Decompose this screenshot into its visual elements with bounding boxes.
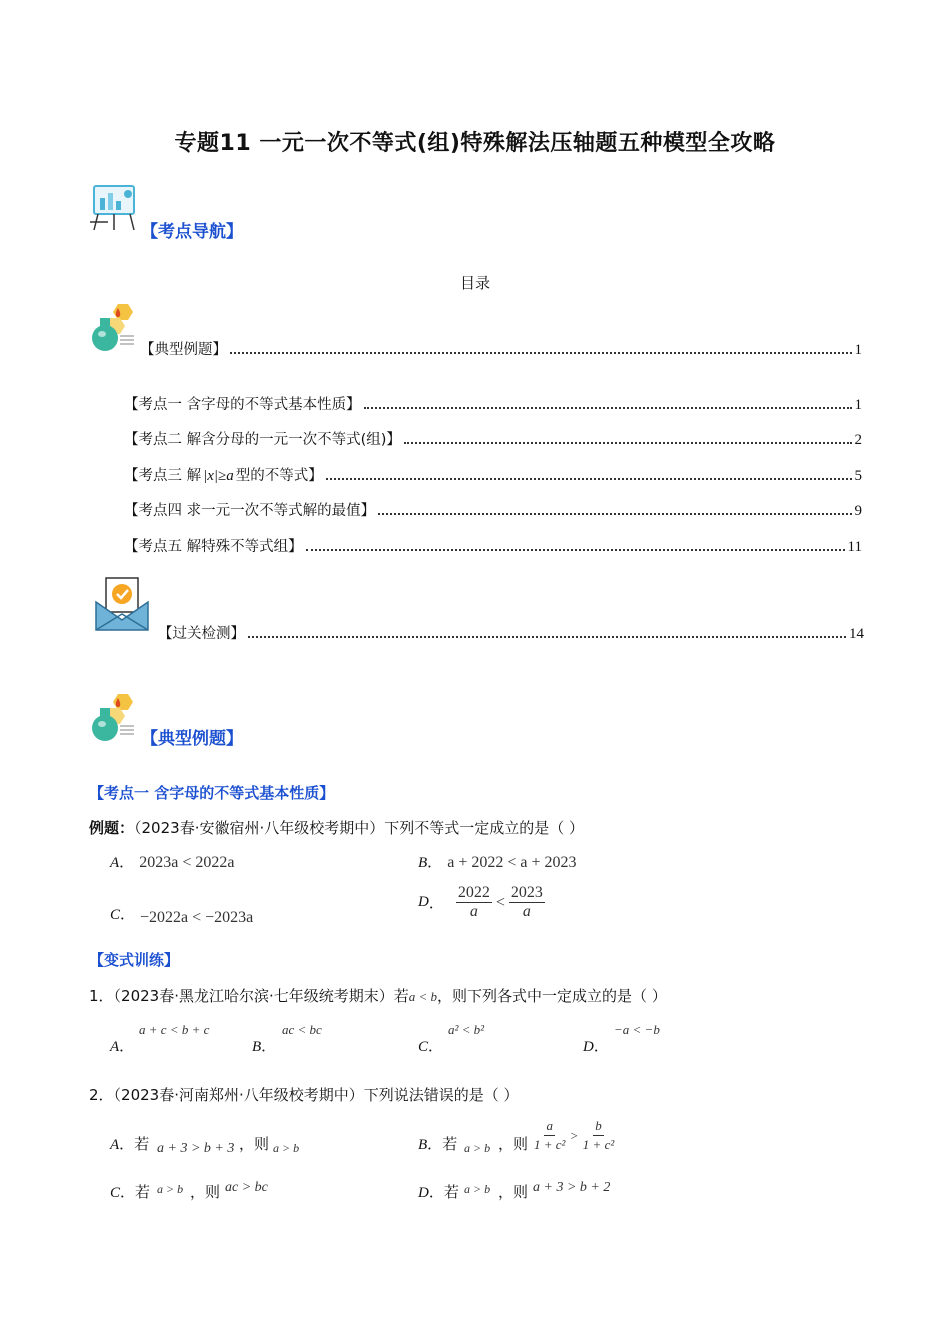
flask-icon <box>88 690 136 742</box>
option-b-result: $\frac{a}{\text{1 + c²}}$ > $\frac{b}{\text{1 + c²}}$ <box>534 1118 615 1152</box>
check-envelope-icon <box>94 576 150 632</box>
option-c[interactable]: C． <box>418 1037 444 1055</box>
option-b-then: ，则 <box>498 1135 529 1153</box>
option-c-math: a² < b² <box>448 1022 485 1037</box>
question-1: 1．（2023春·黑龙江哈尔滨·七年级统考期末）若a < b，则下列各式中一定成立的是（ ） <box>89 987 667 1005</box>
option-c[interactable]: C． <box>110 905 136 923</box>
option-a[interactable]: A． 2023a < 2022a <box>110 853 235 871</box>
option-a[interactable]: A．若 <box>110 1135 150 1153</box>
presentation-board-icon <box>88 182 138 234</box>
option-d[interactable]: D ． $\frac{2022}{a}$ < $\frac{2023}{a}$ <box>418 884 543 920</box>
option-c-cond: a > b <box>157 1182 184 1196</box>
toc-item[interactable]: 【考点四 求一元一次不等式解的最值】 9 <box>124 503 862 519</box>
option-d[interactable]: D． <box>583 1037 609 1055</box>
option-d-then: ，则 <box>498 1183 529 1201</box>
page-title: 专题11 一元一次不等式(组)特殊解法压轴题五种模型全攻略 <box>174 131 776 156</box>
option-c[interactable]: C．若 <box>110 1183 151 1201</box>
option-a-cond: a + 3 > b + 3 <box>157 1141 235 1156</box>
toc-heading: 目录 <box>459 274 490 292</box>
option-c-math: −2022a < −2023a <box>140 909 254 926</box>
option-d[interactable]: D．若 <box>418 1183 459 1201</box>
flask-icon <box>88 300 136 352</box>
option-a[interactable]: A． <box>110 1037 135 1055</box>
variant-heading: 【变式训练】 <box>89 951 180 969</box>
section-heading: 【典型例题】 <box>141 729 243 749</box>
nav-heading: 【考点导航】 <box>141 222 243 242</box>
option-a-then: ，则 <box>239 1135 270 1153</box>
point-heading: 【考点一 含字母的不等式基本性质】 <box>89 784 335 802</box>
example-question: 例题：（2023春·安徽宿州·八年级校考期中）下列不等式一定成立的是（ ） <box>89 819 584 837</box>
toc-item[interactable]: 【考点二 解含分母的一元一次不等式(组)】 2 <box>124 432 862 448</box>
toc-item[interactable]: 【过关检测】 14 <box>158 626 864 642</box>
option-c-then: ，则 <box>190 1183 221 1201</box>
option-b-math: ac < bc <box>282 1022 322 1037</box>
option-b-cond: a > b <box>464 1141 491 1155</box>
toc-item[interactable]: 【考点五 解特殊不等式组】 11 <box>124 539 862 555</box>
toc-item[interactable]: 【考点三 解 |x|≥a 型的不等式】 5 <box>124 468 862 484</box>
option-d-result: a + 3 > b + 2 <box>533 1180 611 1195</box>
toc-item[interactable]: 【典型例题】 1 <box>140 342 862 358</box>
option-b[interactable]: B． <box>252 1037 277 1055</box>
toc-item[interactable]: 【考点一 含字母的不等式基本性质】 1 <box>124 397 862 413</box>
option-d-math: −a < −b <box>614 1022 660 1037</box>
option-c-result: ac > bc <box>225 1180 268 1195</box>
option-a-result: a > b <box>273 1141 300 1155</box>
question-2: 2．（2023春·河南郑州·八年级校考期中）下列说法错误的是（ ） <box>89 1086 519 1104</box>
option-d-cond: a > b <box>464 1182 491 1196</box>
option-a-math: a + c < b + c <box>139 1022 210 1037</box>
option-b[interactable]: B．若 <box>418 1135 458 1153</box>
option-b[interactable]: B． a + 2022 < a + 2023 <box>418 853 577 871</box>
